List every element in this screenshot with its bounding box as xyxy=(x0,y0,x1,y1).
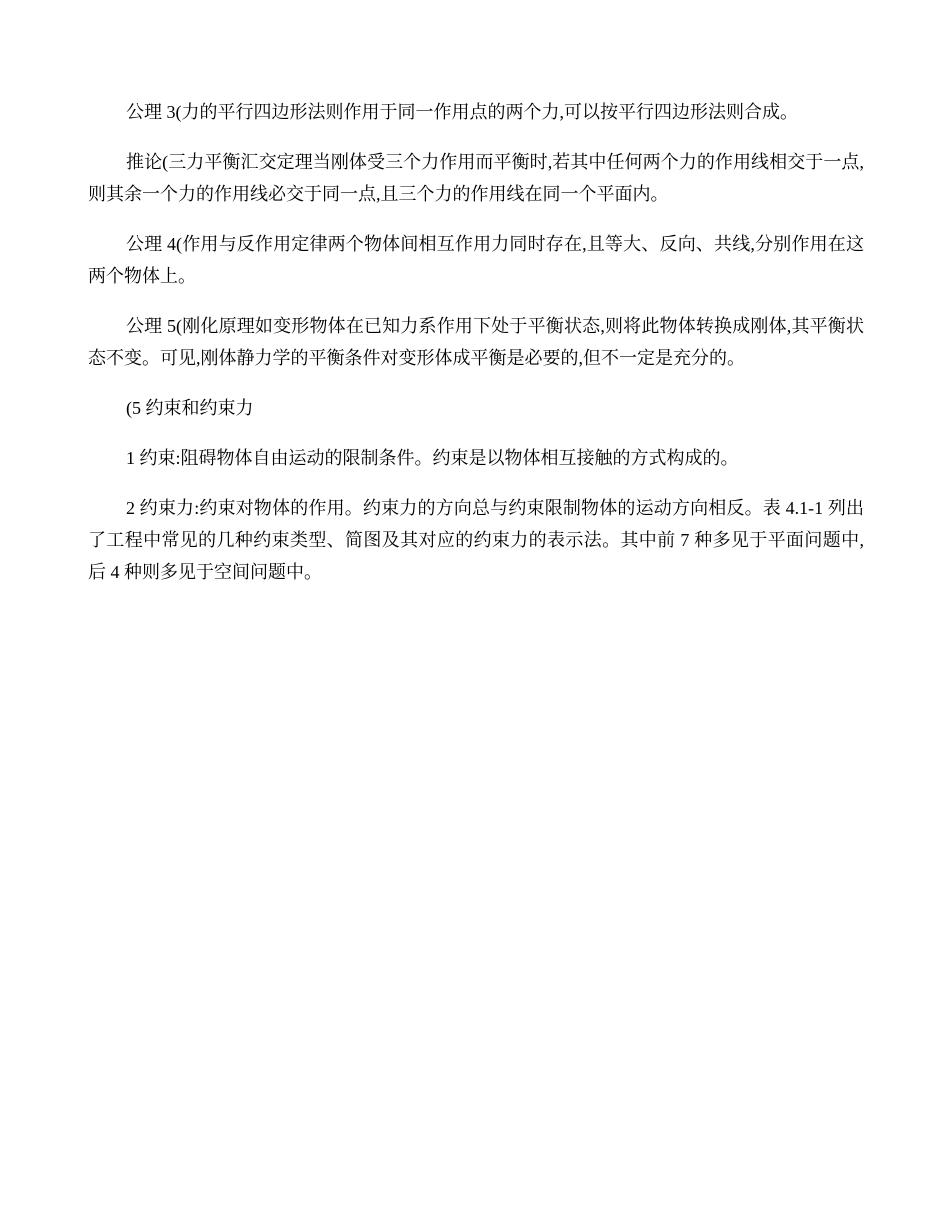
document-page xyxy=(88,96,864,606)
paragraph-axiom-5: 公理 5(刚化原理如变形物体在已知力系作用下处于平衡状态,则将此物体转换成刚体,其平衡状态不变。可见,刚体静力学的平衡条件对变形体成平衡是必要的,但不一定是充分的。 xyxy=(88,316,864,368)
section-heading-constraints: (5 约束和约束力 xyxy=(126,398,254,418)
paragraph-constraint-definition: 1 约束:阻碍物体自由运动的限制条件。约束是以物体相互接触的方式构成的。 xyxy=(126,448,739,468)
paragraph-axiom-3: 公理 3(力的平行四边形法则作用于同一作用点的两个力,可以按平行四边形法则合成。 xyxy=(126,102,798,122)
paragraph-axiom-4: 公理 4(作用与反作用定律两个物体间相互作用力同时存在,且等大、反向、共线,分别作用在这两个物体上。 xyxy=(88,234,864,286)
paragraph-constraint-force: 2 约束力:约束对物体的作用。约束力的方向总与约束限制物体的运动方向相反。表 4.1-1 列出了工程中常见的几种约束类型、简图及其对应的约束力的表示法。其中前 7 种多见于平面问题中,后 4 种则多见于空间问题中。 xyxy=(88,498,864,582)
paragraph-three-force-theorem: 推论(三力平衡汇交定理当刚体受三个力作用而平衡时,若其中任何两个力的作用线相交于一点,则其余一个力的作用线必交于同一点,且三个力的作用线在同一个平面内。 xyxy=(88,152,864,204)
